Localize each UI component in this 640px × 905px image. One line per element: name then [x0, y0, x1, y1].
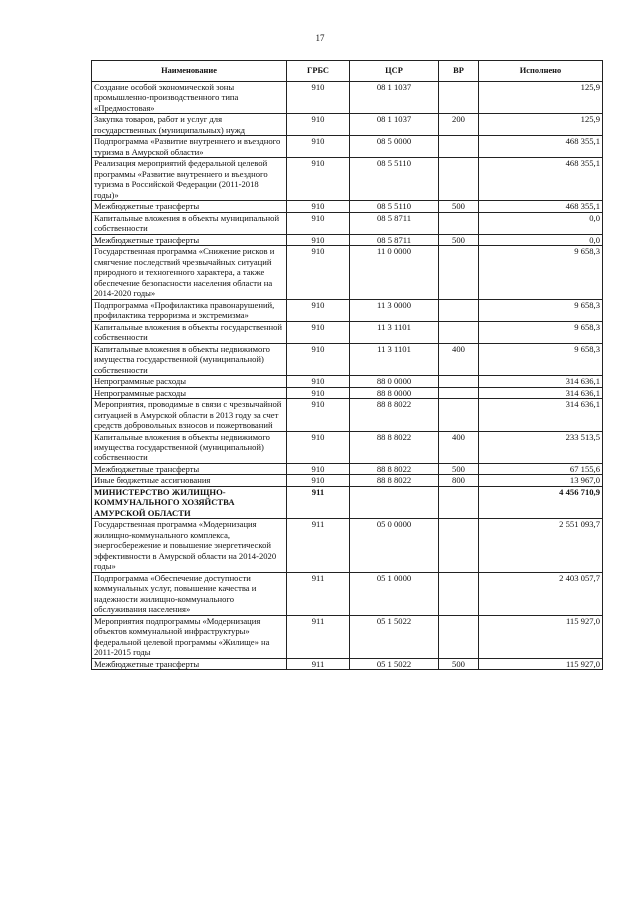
cell-grbs: 910 — [287, 234, 350, 245]
table-row — [92, 234, 603, 245]
cell-grbs: 911 — [287, 615, 350, 658]
cell-sum: 115 927,0 — [479, 615, 603, 658]
cell-csr: 08 5 8711 — [350, 212, 439, 234]
cell-grbs: 910 — [287, 376, 350, 387]
table-row — [92, 114, 603, 136]
cell-vr: 500 — [439, 234, 479, 245]
cell-csr: 88 8 8022 — [350, 431, 439, 463]
cell-vr — [439, 82, 479, 114]
cell-csr: 05 1 0000 — [350, 572, 439, 615]
table-row — [92, 572, 603, 615]
cell-sum: 13 967,0 — [479, 475, 603, 486]
cell-name: Капитальные вложения в объекты муниципальной собственности — [92, 212, 287, 234]
cell-vr: 400 — [439, 431, 479, 463]
header-csr: ЦСР — [350, 61, 439, 82]
table-row — [92, 299, 603, 321]
cell-csr: 08 5 8711 — [350, 234, 439, 245]
cell-sum: 2 403 057,7 — [479, 572, 603, 615]
cell-sum: 0,0 — [479, 234, 603, 245]
cell-sum: 468 355,1 — [479, 136, 603, 158]
header-sum: Исполнено — [479, 61, 603, 82]
cell-sum: 314 636,1 — [479, 376, 603, 387]
cell-grbs: 910 — [287, 212, 350, 234]
cell-name: Межбюджетные трансферты — [92, 658, 287, 669]
cell-vr — [439, 399, 479, 431]
cell-csr: 11 3 0000 — [350, 299, 439, 321]
cell-vr — [439, 519, 479, 572]
cell-vr — [439, 376, 479, 387]
cell-name: Капитальные вложения в объекты недвижимого имущества государственной (муниципальной) собственности — [92, 431, 287, 463]
cell-sum: 468 355,1 — [479, 201, 603, 212]
cell-sum: 0,0 — [479, 212, 603, 234]
cell-vr: 200 — [439, 114, 479, 136]
cell-name: Подпрограмма «Обеспечение доступности коммунальных услуг, повышение качества и надежности жилищно-коммунального обслуживания населения» — [92, 572, 287, 615]
cell-grbs: 911 — [287, 658, 350, 669]
cell-vr: 800 — [439, 475, 479, 486]
cell-csr: 11 0 0000 — [350, 246, 439, 299]
cell-grbs: 910 — [287, 399, 350, 431]
cell-vr — [439, 615, 479, 658]
header-vr: ВР — [439, 61, 479, 82]
cell-grbs: 910 — [287, 114, 350, 136]
cell-sum: 233 513,5 — [479, 431, 603, 463]
cell-name: Межбюджетные трансферты — [92, 201, 287, 212]
cell-sum: 9 658,3 — [479, 321, 603, 343]
cell-sum: 314 636,1 — [479, 387, 603, 398]
cell-grbs: 910 — [287, 431, 350, 463]
cell-csr: 11 3 1101 — [350, 343, 439, 375]
cell-name: Мероприятия подпрограммы «Модернизация объектов коммунальной инфраструктуры» федеральной целевой программы «Жилище» на 2011-2015 годы — [92, 615, 287, 658]
cell-name: Межбюджетные трансферты — [92, 234, 287, 245]
cell-csr: 08 1 1037 — [350, 114, 439, 136]
table-row — [92, 431, 603, 463]
cell-sum: 9 658,3 — [479, 246, 603, 299]
cell-vr: 500 — [439, 201, 479, 212]
cell-name: Непрограммные расходы — [92, 387, 287, 398]
cell-name: Иные бюджетные ассигнования — [92, 475, 287, 486]
cell-vr — [439, 387, 479, 398]
cell-grbs: 910 — [287, 343, 350, 375]
cell-name: Подпрограмма «Развитие внутреннего и въездного туризма в Амурской области» — [92, 136, 287, 158]
cell-csr: 08 5 5110 — [350, 201, 439, 212]
cell-grbs: 910 — [287, 136, 350, 158]
cell-csr: 05 1 5022 — [350, 658, 439, 669]
cell-sum: 314 636,1 — [479, 399, 603, 431]
cell-name: Капитальные вложения в объекты государственной собственности — [92, 321, 287, 343]
cell-csr: 88 8 8022 — [350, 463, 439, 474]
cell-grbs: 910 — [287, 299, 350, 321]
cell-grbs: 910 — [287, 463, 350, 474]
table-row — [92, 212, 603, 234]
cell-vr: 500 — [439, 463, 479, 474]
cell-vr — [439, 321, 479, 343]
header-grbs: ГРБС — [287, 61, 350, 82]
cell-name: Межбюджетные трансферты — [92, 463, 287, 474]
cell-csr: 88 8 8022 — [350, 475, 439, 486]
cell-csr: 88 8 8022 — [350, 399, 439, 431]
cell-grbs: 910 — [287, 475, 350, 486]
cell-name: Подпрограмма «Профилактика правонарушений, профилактика терроризма и экстремизма» — [92, 299, 287, 321]
cell-name: Создание особой экономической зоны промышленно-производственного типа «Предмостовая» — [92, 82, 287, 114]
cell-grbs: 910 — [287, 246, 350, 299]
table-row — [92, 158, 603, 201]
cell-grbs: 911 — [287, 572, 350, 615]
cell-csr: 08 5 5110 — [350, 158, 439, 201]
table-row — [92, 321, 603, 343]
cell-sum: 125,9 — [479, 114, 603, 136]
cell-grbs: 911 — [287, 519, 350, 572]
table-row — [92, 519, 603, 572]
cell-vr — [439, 486, 479, 518]
cell-grbs: 910 — [287, 201, 350, 212]
cell-sum: 9 658,3 — [479, 343, 603, 375]
cell-name: Государственная программа «Модернизация жилищно-коммунального комплекса, энергосбережение и повышение энергетической эффективности в Амурской области на 2014-2020 годы» — [92, 519, 287, 572]
cell-csr: 05 1 5022 — [350, 615, 439, 658]
table-row — [92, 463, 603, 474]
table-row — [92, 475, 603, 486]
cell-csr: 08 1 1037 — [350, 82, 439, 114]
cell-name: Мероприятия, проводимые в связи с чрезвычайной ситуацией в Амурской области в 2013 году за счет средств добровольных взносов и пожертвований — [92, 399, 287, 431]
table-row — [92, 486, 603, 518]
header-name: Наименование — [92, 61, 287, 82]
table-header-row — [92, 61, 603, 82]
cell-sum: 468 355,1 — [479, 158, 603, 201]
cell-sum: 9 658,3 — [479, 299, 603, 321]
cell-grbs: 910 — [287, 387, 350, 398]
cell-csr: 88 0 0000 — [350, 376, 439, 387]
table-row — [92, 399, 603, 431]
cell-grbs: 910 — [287, 321, 350, 343]
cell-vr: 400 — [439, 343, 479, 375]
table-row — [92, 343, 603, 375]
cell-grbs: 910 — [287, 82, 350, 114]
cell-sum: 67 155,6 — [479, 463, 603, 474]
cell-vr — [439, 246, 479, 299]
table-row — [92, 82, 603, 114]
table-row — [92, 387, 603, 398]
table-row — [92, 136, 603, 158]
cell-csr — [350, 486, 439, 518]
cell-name: Закупка товаров, работ и услуг для государственных (муниципальных) нужд — [92, 114, 287, 136]
cell-vr — [439, 158, 479, 201]
cell-sum: 125,9 — [479, 82, 603, 114]
cell-sum: 115 927,0 — [479, 658, 603, 669]
cell-sum: 4 456 710,9 — [479, 486, 603, 518]
cell-grbs: 910 — [287, 158, 350, 201]
cell-vr: 500 — [439, 658, 479, 669]
cell-name: Непрограммные расходы — [92, 376, 287, 387]
cell-vr — [439, 136, 479, 158]
cell-name: Капитальные вложения в объекты недвижимого имущества государственной (муниципальной) собственности — [92, 343, 287, 375]
cell-name: Государственная программа «Снижение рисков и смягчение последствий чрезвычайных ситуаций природного и техногенного характера, а также обеспечение безопасности населения области на 2014-2020 годы» — [92, 246, 287, 299]
cell-name: Реализация мероприятий федеральной целевой программы «Развитие внутреннего и въездного туризма в Российской Федерации (2011-2018 годы)» — [92, 158, 287, 201]
cell-csr: 88 8 0000 — [350, 387, 439, 398]
table-row — [92, 376, 603, 387]
page-number: 17 — [315, 33, 325, 43]
cell-csr: 11 3 1101 — [350, 321, 439, 343]
table-row — [92, 615, 603, 658]
cell-grbs: 911 — [287, 486, 350, 518]
cell-sum: 2 551 093,7 — [479, 519, 603, 572]
cell-name: МИНИСТЕРСТВО ЖИЛИЩНО-КОММУНАЛЬНОГО ХОЗЯЙСТВА АМУРСКОЙ ОБЛАСТИ — [92, 486, 287, 518]
table-row — [92, 201, 603, 212]
cell-csr: 08 5 0000 — [350, 136, 439, 158]
table-row — [92, 658, 603, 669]
cell-csr: 05 0 0000 — [350, 519, 439, 572]
cell-vr — [439, 299, 479, 321]
cell-vr — [439, 572, 479, 615]
cell-vr — [439, 212, 479, 234]
table-row — [92, 246, 603, 299]
budget-table — [91, 60, 603, 670]
